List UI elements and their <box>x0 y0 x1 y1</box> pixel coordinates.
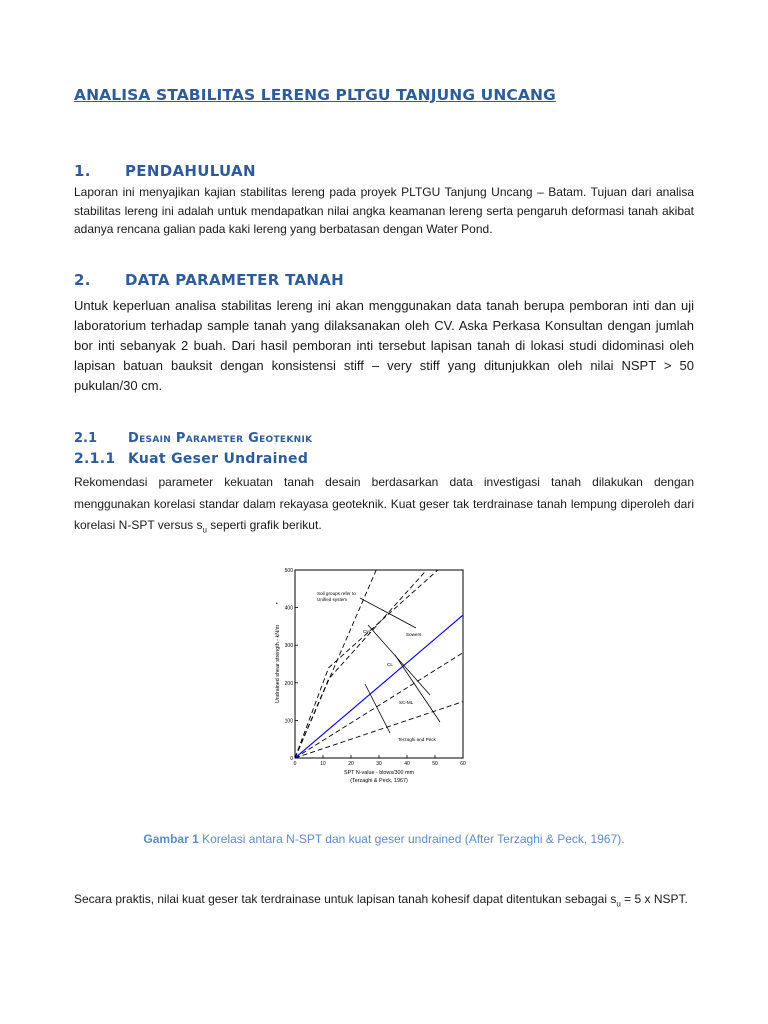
series-line-4 <box>295 653 463 758</box>
construction-lines <box>360 598 440 733</box>
section-1-heading <box>74 162 256 180</box>
y-tick-label: 100 <box>284 718 293 725</box>
x-tick-label: 40 <box>404 761 410 767</box>
y-tick-label: 200 <box>284 680 293 687</box>
annotation-soil-groups-2: Unified system <box>317 597 348 602</box>
pointer-line <box>365 684 390 733</box>
section-2-1-title: Desain Parameter Geoteknik <box>128 431 313 446</box>
series-line-6 <box>295 615 463 758</box>
x-tick-label: 60 <box>460 761 466 767</box>
pointer-line <box>395 655 440 722</box>
paragraph-text-part: seperti grafik berikut. <box>206 518 322 532</box>
section-2-1-1-heading <box>74 451 308 467</box>
caption-text: Korelasi antara N-SPT dan kuat geser undrained (After Terzaghi & Peck, 1967). <box>198 832 625 846</box>
y-tick-label: 300 <box>284 643 293 650</box>
caption-label: Gambar 1 <box>143 832 199 846</box>
series-line-5 <box>295 702 463 758</box>
annotation-ch: CH <box>363 629 370 634</box>
annotation-sowers: Sowers <box>406 632 422 637</box>
y-tick-label: 400 <box>284 605 293 612</box>
section-2-1-1-paragraph <box>74 472 694 541</box>
section-2-1-1-title: Kuat Geser Undrained <box>128 451 309 467</box>
x-tick-label: 0 <box>293 761 297 767</box>
section-2-number: 2. <box>74 271 91 289</box>
figure-caption <box>0 832 768 846</box>
x-tick-label: 50 <box>432 761 438 767</box>
section-2-1-1-number: 2.1.1 <box>74 451 116 467</box>
y-axis-label: Undrained shear strength - kN/m <box>275 624 281 704</box>
y-tick-label: 500 <box>284 568 293 574</box>
section-1-title: PENDAHULUAN <box>125 162 256 180</box>
nspt-su-chart <box>270 560 470 790</box>
x-tick-label: 20 <box>348 761 354 767</box>
section-2-1-heading <box>74 431 312 446</box>
pointer-line <box>360 598 416 628</box>
annotation-soil-groups-1: Soil groups refer to <box>317 591 356 596</box>
section-2-title: DATA PARAMETER TANAH <box>125 271 344 289</box>
x-axis-label: SPT N-value - blows/300 mm <box>343 770 415 776</box>
subscript: u <box>616 899 621 909</box>
y-tick-label: 0 <box>290 756 293 762</box>
x-tick-label: 10 <box>320 761 326 767</box>
correlation-figure <box>270 560 470 790</box>
section-2-1-number: 2.1 <box>74 431 98 446</box>
paragraph-text-part: Rekomendasi parameter kekuatan tanah desain berdasarkan data investigasi tanah dilakukan dengan menggunakan korelasi standar dalam rekayasa geoteknik. Kuat geser tak terdrainase tanah lempung diperoleh dari korelasi N-SPT versus s <box>74 475 694 532</box>
paragraph-text-part: Secara praktis, nilai kuat geser tak terdrainase untuk lapisan tanah kohesif dapat ditentukan sebagai s <box>74 892 617 906</box>
document-title: ANALISA STABILITAS LERENG PLTGU TANJUNG UNCANG <box>74 86 556 104</box>
section-2-heading <box>74 271 344 289</box>
x-tick-label: 30 <box>376 761 382 767</box>
annotation-cl: CL <box>387 662 393 667</box>
section-1-number: 1. <box>74 162 91 180</box>
closing-paragraph <box>74 889 694 914</box>
section-2-paragraph: Untuk keperluan analisa stabilitas lereng ini akan menggunakan data tanah berupa pemboran inti dan uji laboratorium terhadap sample tanah yang dilaksanakan oleh CV. Aska Perkasa Konsultan dengan jumlah bor inti sebanyak 2 buah. Dari hasil pemboran inti tersebut lapisan tanah di lokasi studi didominasi oleh lapisan batuan bauksit dengan konsistensi stiff – very stiff yang ditunjukkan oleh nilai NSPT > 50 pukulan/30 cm. <box>74 298 694 393</box>
paragraph-text-part: = 5 x NSPT. <box>620 892 688 906</box>
chart-source-note: (Terzaghi & Peck, 1967) <box>350 778 408 784</box>
subscript: u <box>202 525 207 535</box>
marker-dot: • <box>276 601 278 607</box>
annotation-sc-ml: SC-ML <box>399 700 414 705</box>
annotation-terzaghi-peck: Terzaghi and Peck <box>398 737 436 742</box>
section-1-paragraph: Laporan ini menyajikan kajian stabilitas lereng pada proyek PLTGU Tanjung Uncang – Batam. Tujuan dari analisa stabilitas lereng ini adalah untuk mendapatkan nilai angka keamanan lereng serta pengaruh deformasi tanah akibat adanya rencana galian pada kaki lereng yang berbatasan dengan Water Pond. <box>74 185 694 236</box>
